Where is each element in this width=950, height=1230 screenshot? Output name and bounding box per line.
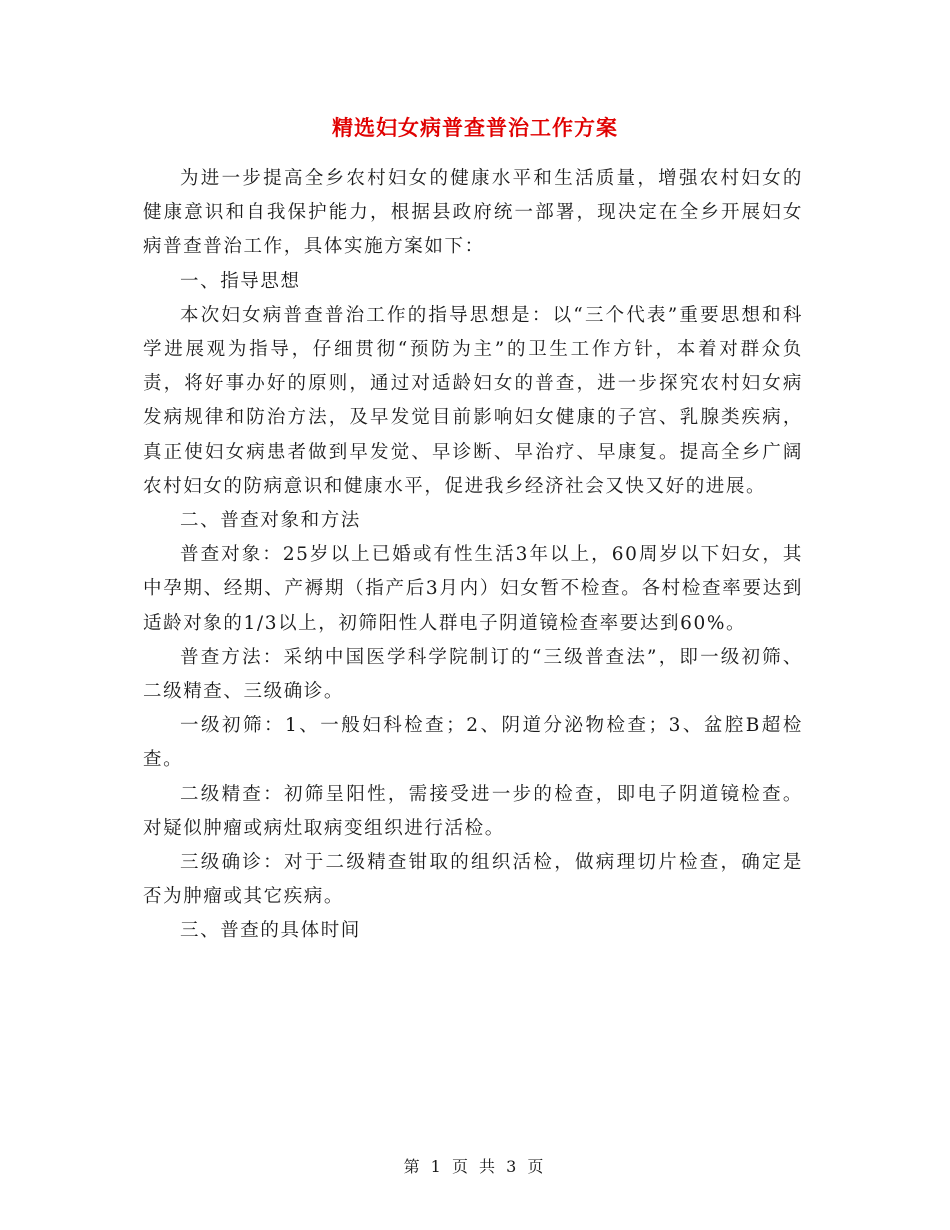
paragraph-screening-targets: 普查对象：25岁以上已婚或有性生活3年以上，60周岁以下妇女，其中孕期、经期、产褥期（指产后3月内）妇女暂不检查。各村检查率要达到适龄对象的1/3以上，初筛阳性人群电子阴道镜检查率要达到60%。 [143,544,803,634]
paragraph-level-one: 一级初筛：1、一般妇科检查；2、阴道分泌物检查；3、盆腔B超检查。 [143,715,803,771]
section-heading-targets-methods: 二、普查对象和方法 [180,510,361,532]
document-body [143,162,803,949]
paragraph-level-two: 二级精查：初筛呈阳性，需接受进一步的检查，即电子阴道镜检查。对疑似肿瘤或病灶取病变组织进行活检。 [143,783,803,839]
paragraph-screening-methods: 普查方法：采纳中国医学科学院制订的“三级普查法”，即一级初筛、二级精查、三级确诊。 [143,646,803,703]
page-label-prefix: 第 [403,1157,423,1176]
page-label-suffix: 页 [527,1157,547,1176]
paragraph-level-three: 三级确诊：对于二级精查钳取的组织活检，做病理切片检查，确定是否为肿瘤或其它疾病。 [143,852,803,908]
paragraph-intro: 为进一步提高全乡农村妇女的健康水平和生活质量，增强农村妇女的健康意识和自我保护能力，根据县政府统一部署，现决定在全乡开展妇女病普查普治工作，具体实施方案如下： [143,168,803,258]
section-heading-schedule: 三、普查的具体时间 [180,920,361,942]
page-label-mid: 页 共 [451,1157,499,1176]
document-title: 精选妇女病普查普治工作方案 [332,115,618,140]
section-heading-guiding-ideology: 一、指导思想 [180,270,301,292]
page-total: 3 [506,1157,520,1176]
paragraph-guiding-ideology: 本次妇女病普查普治工作的指导思想是：以“三个代表”重要思想和科学进展观为指导，仔细贯彻“预防为主”的卫生工作方针，本着对群众负责，将好事办好的原则，通过对适龄妇女的普查，进一步探究农村妇女病发病规律和防治方法，及早发觉目前影响妇女健康的子宫、乳腺类疾病，真正使妇女病患者做到早发觉、早诊断、早治疗、早康复。提高全乡广阔农村妇女的防病意识和健康水平，促进我乡经济社会又快又好的进展。 [143,304,803,497]
page-current: 1 [430,1157,444,1176]
page-footer [0,1154,950,1177]
